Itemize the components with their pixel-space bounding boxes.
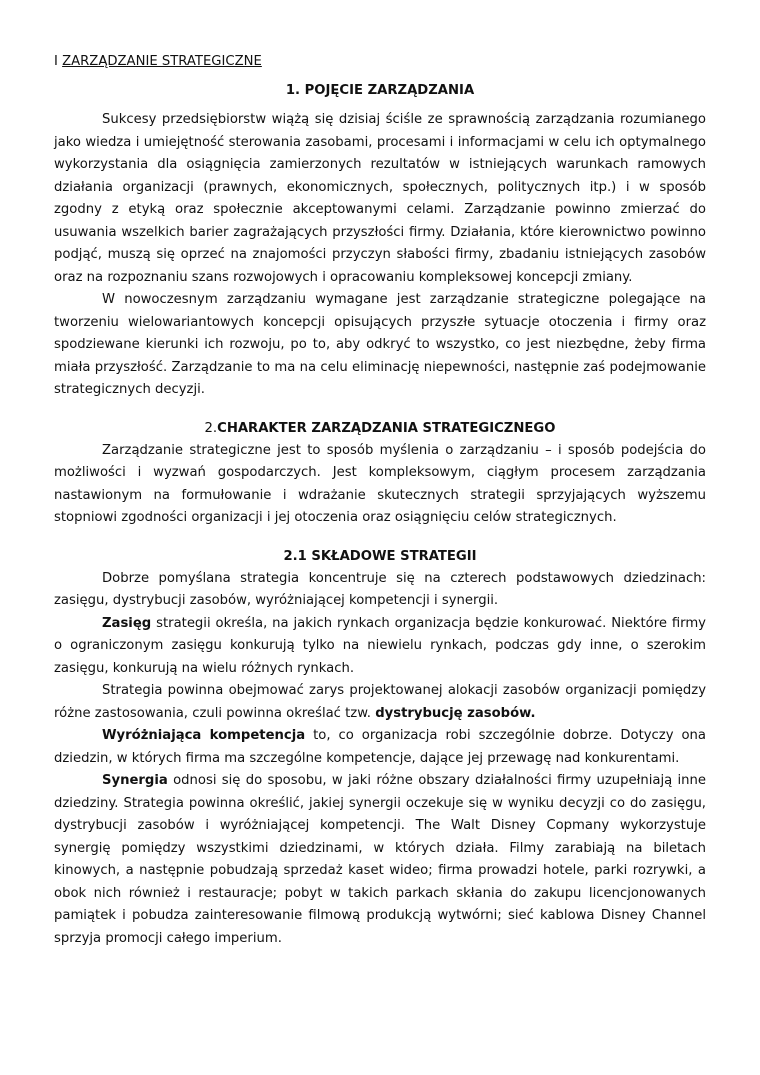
part-title-text: ZARZĄDZANIE STRATEGICZNE xyxy=(62,54,262,69)
paragraph-zasieg-text: strategii określa, na jakich rynkach organizacja będzie konkurować. Niektóre firmy o ograniczonym zasięgu konkurują tylko na niewielu rynkach, podczas gdy inne, o szerokim zasięgu, konkurują na wielu różnych rynkach. xyxy=(54,615,706,676)
paragraph-kompetencja-text: to, co organizacja robi szczególnie dobrze. Dotyczy ona dziedzin, w których firma ma szczególne kompetencje, dające jej przewagę nad konkurentami. xyxy=(54,728,706,766)
paragraph-synergia-text: odnosi się do sposobu, w jaki różne obszary działalności firmy uzupełniają inne dziedziny. Strategia powinna określić, jakiej synergii oczekuje się w wyniku decyzji co do zasięgu, dystrybucji zasobów i wyróżniającej kompetencji. The Walt Disney Copmany wykorzystuje synergię pomiędzy wszystkimi dziedzinami, w których działa. Filmy zarabiają na biletach kinowych, a następnie pobudzają sprzedaż kaset wideo; firma prowadzi hotele, parki rozrywki, a obok nich również i restauracje; pobyt w takich parkach skłania do zakupu licencjonowanych pamiątek i pobudza zainteresowanie filmową produkcją wytwórni; sieć kablowa Disney Channel sprzyja promocji całego imperium. xyxy=(54,773,706,946)
paragraph-synergia xyxy=(54,770,706,950)
paragraph-nowoczesne-zarzadzanie: W nowoczesnym zarządzaniu wymagane jest zarządzanie strategiczne polegające na tworzeniu wielowariantowych koncepcji opisujących przyszłe sytuacje otoczenia i firmy oraz spodziewane kierunki ich rozwoju, po to, aby odkryć to wszystko, co jest niezbędne, żeby firma miała przyszłość. Zarządzanie to ma na celu eliminację niepewności, następnie zaś podejmowanie strategicznych decyzji. xyxy=(54,292,706,397)
part-number: I xyxy=(54,54,58,69)
paragraph-dziedziny: Dobrze pomyślana strategia koncentruje się na czterech podstawowych dziedzinach: zasięgu, dystrybucji zasobów, wyróżniającej kompetencji i synergii. xyxy=(54,570,706,608)
paragraph-dystrybucja-text: Strategia powinna obejmować zarys projektowanej alokacji zasobów organizacji pomiędzy różne zastosowania, czuli powinna określać tzw. xyxy=(54,683,706,721)
paragraph-charakter: Zarządzanie strategiczne jest to sposób myślenia o zarządzaniu – i sposób podejścia do możliwości i wyzwań gospodarczych. Jest kompleksowym, ciągłym procesem zarządzania nastawionym na formułowanie i wdrażanie skutecznych strategii sprzyjających wyższemu stopniowi zgodności organizacji i jej otoczenia oraz osiągnięciu celów strategicznych. xyxy=(54,442,706,525)
document-page xyxy=(54,52,706,950)
section-heading-skladowe-strategii: 2.1 SKŁADOWE STRATEGII xyxy=(283,548,477,564)
term-wyrozniajaca-kompetencja: Wyróżniająca kompetencja xyxy=(102,728,306,743)
paragraph-sukcesy: Sukcesy przedsiębiorstw wiążą się dzisiaj ściśle ze sprawnością zarządzania rozumianego jako wiedza i umiejętność sterowania zasobami, procesami i informacjami w celu ich optymalnego wykorzystania dla osiągnięcia zamierzonych rezultatów w istniejących warunkach ramowych działania organizacji (prawnych, ekonomicznych, społecznych, politycznych itp.) i w sposób zgodny z etyką oraz społecznie akceptowanymi celami. Zarządzanie powinno zmierzać do usuwania wszelkich barier zagrażających przyszłości firmy. Działania, które kierownictwo powinno podjąć, muszą się oprzeć na znajomości przyczyn słabości firmy, zbadaniu istniejących zasobów oraz na rozpoznaniu szans rozwojowych i opracowaniu kompleksowej koncepcji zmiany. xyxy=(54,112,706,285)
term-dystrybucja-zasobow: dystrybucję zasobów. xyxy=(375,705,536,721)
part-title xyxy=(54,52,706,72)
paragraph-zasieg xyxy=(54,613,706,681)
section-heading-charakter-zarzadzania xyxy=(54,419,706,439)
paragraph-kompetencja xyxy=(54,725,706,770)
section-heading-text: CHARAKTER ZARZĄDZANIA STRATEGICZNEGO xyxy=(217,420,556,436)
section-heading-number: 2. xyxy=(204,420,218,436)
term-zasieg: Zasięg xyxy=(102,615,152,631)
paragraph-dystrybucja xyxy=(54,680,706,725)
section-heading-pojecie-zarzadzania: 1. POJĘCIE ZARZĄDZANIA xyxy=(285,83,475,98)
term-synergia: Synergia xyxy=(102,773,168,788)
